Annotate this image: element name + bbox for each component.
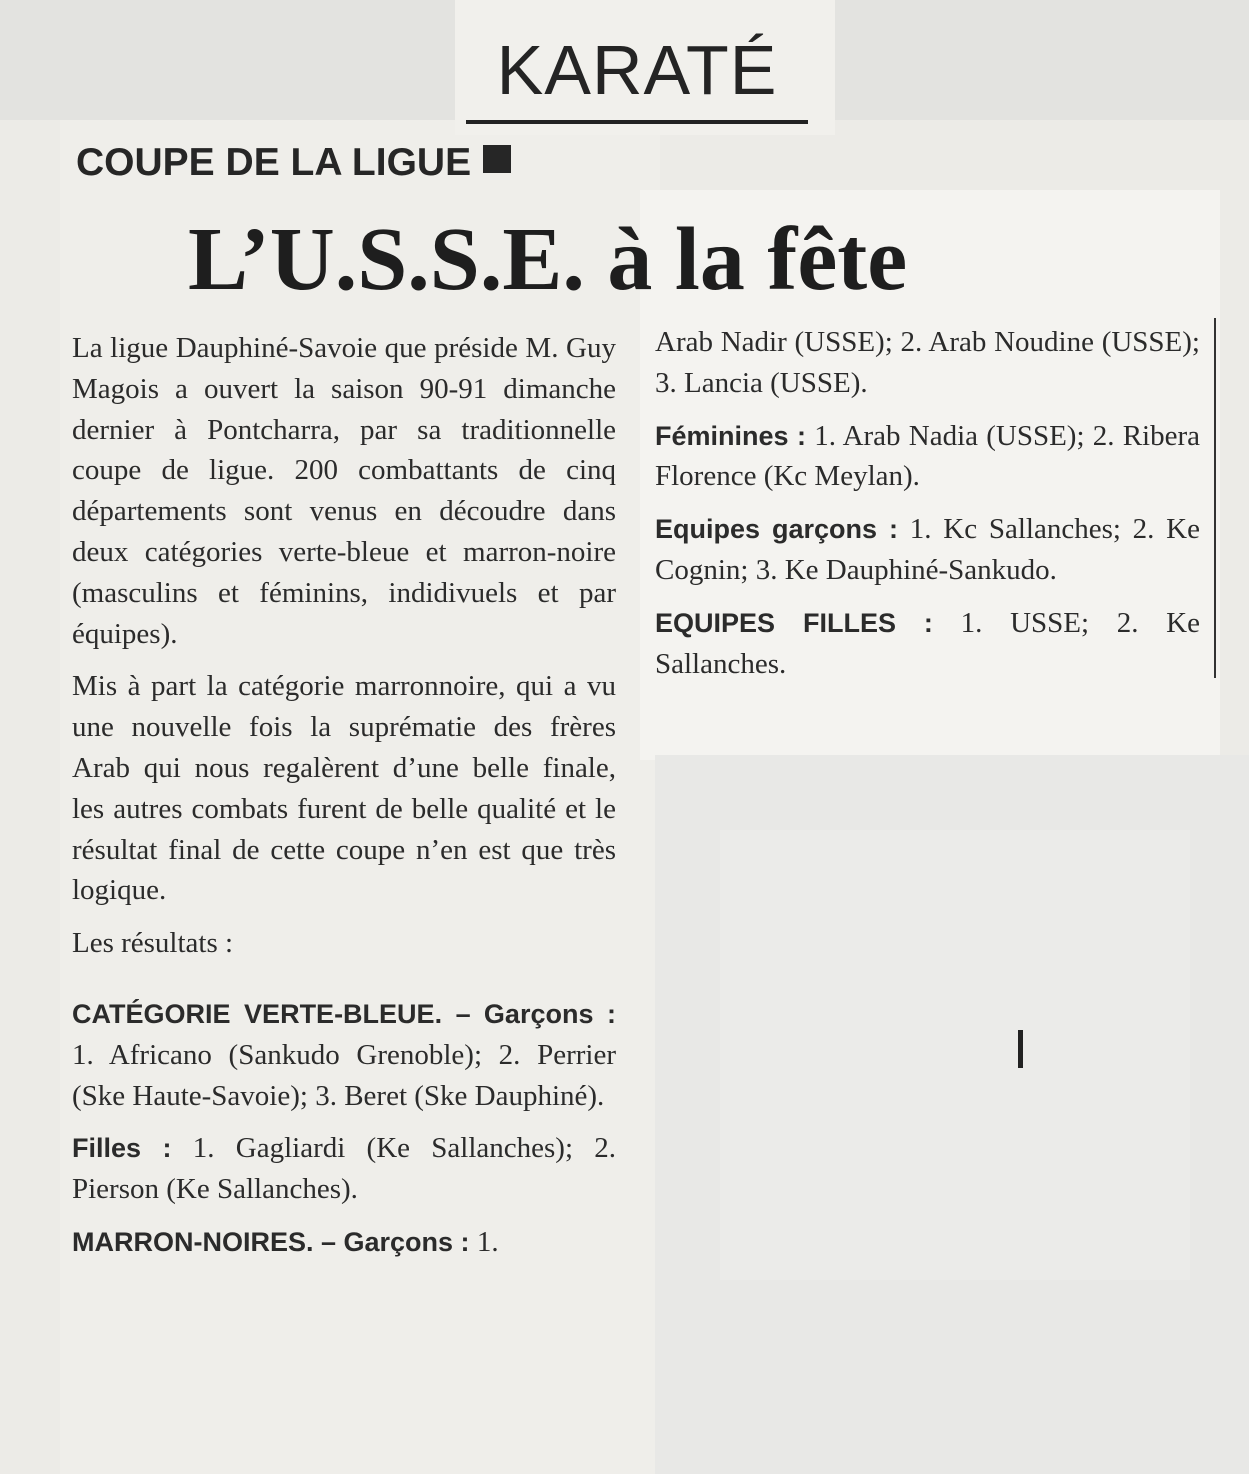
marron-noires-garcons: Arab Nadir (USSE); 2. Arab Noudine (USSE); 3. Lancia (USSE).: [655, 326, 1200, 399]
garcons-label: Garçons :: [483, 998, 616, 1029]
equipes-garcons: [655, 509, 1200, 591]
equipes-filles-results: 1. USSE; 2. Ke Sallanches.: [655, 606, 1200, 680]
results-intro: Les résultats :: [72, 927, 234, 960]
column-rule: [1214, 318, 1216, 678]
print-speck: [1018, 1030, 1023, 1068]
marron-noires-garcons-start: 1.: [476, 1225, 499, 1258]
feminines-results: 1. Arab Nadia (USSE); 2. Ribera Florence (Kc Meylan).: [655, 419, 1201, 493]
verte-bleue-label: CATÉGORIE VERTE-BLEUE. –: [72, 998, 471, 1029]
square-bullet-icon: [483, 145, 511, 173]
section-kicker: KARATÉ: [496, 31, 778, 109]
feminines-label: Féminines :: [655, 420, 806, 451]
verte-bleue-garcons: [72, 994, 616, 1116]
marron-noires-start: [72, 1222, 616, 1263]
blank-area-inner: [720, 830, 1190, 1280]
intro-paragraph: La ligue Dauphiné-Savoie que préside M. Guy Magois a ouvert la saison 90-91 dimanche dernier à Pontcharra, par sa traditionnelle coupe de ligue. 200 combattants de cinq départements sont venus en découdre dans deux catégories verte-bleue et marron-noire (masculins et féminins, indidivuels et par équipes).: [72, 332, 616, 650]
marron-noires-label: MARRON-NOIRES. – Garçons :: [72, 1226, 470, 1257]
verte-bleue-garcons-results: 1. Africano (Sankudo Grenoble); 2. Perrier (Ske Haute-Savoie); 3. Beret (Ske Dauphiné).: [72, 1038, 616, 1112]
equipes-filles: [655, 603, 1200, 685]
filles-label: Filles :: [72, 1133, 172, 1164]
article-headline: L’U.S.S.E. à la fête: [188, 210, 908, 309]
article-column-left: [72, 328, 616, 1275]
equipes-garcons-results: 1. Kc Sallanches; 2. Ke Cognin; 3. Ke Dauphiné-Sankudo.: [655, 513, 1200, 586]
marron-noires-feminines: [655, 416, 1200, 498]
equipes-garcons-label: Equipes garçons :: [655, 514, 899, 545]
kicker-underline: [466, 120, 808, 124]
overline-text: COUPE DE LA LIGUE: [76, 141, 472, 184]
second-paragraph: Mis à part la catégorie marronnoire, qui a vu une nouvelle fois la suprématie des frères Arab qui nous regalèrent d’une belle finale, les autres combats furent de belle qualité et le résultat final de cette coupe n’en est que très logique.: [72, 670, 616, 907]
article-overline: [76, 138, 511, 188]
equipes-filles-label: EQUIPES FILLES :: [655, 607, 933, 638]
verte-bleue-filles-results: 1. Gagliardi (Ke Sallanches); 2. Pierson (Ke Sallanches).: [72, 1132, 616, 1206]
article-column-right: [655, 322, 1200, 696]
verte-bleue-filles: [72, 1128, 616, 1210]
